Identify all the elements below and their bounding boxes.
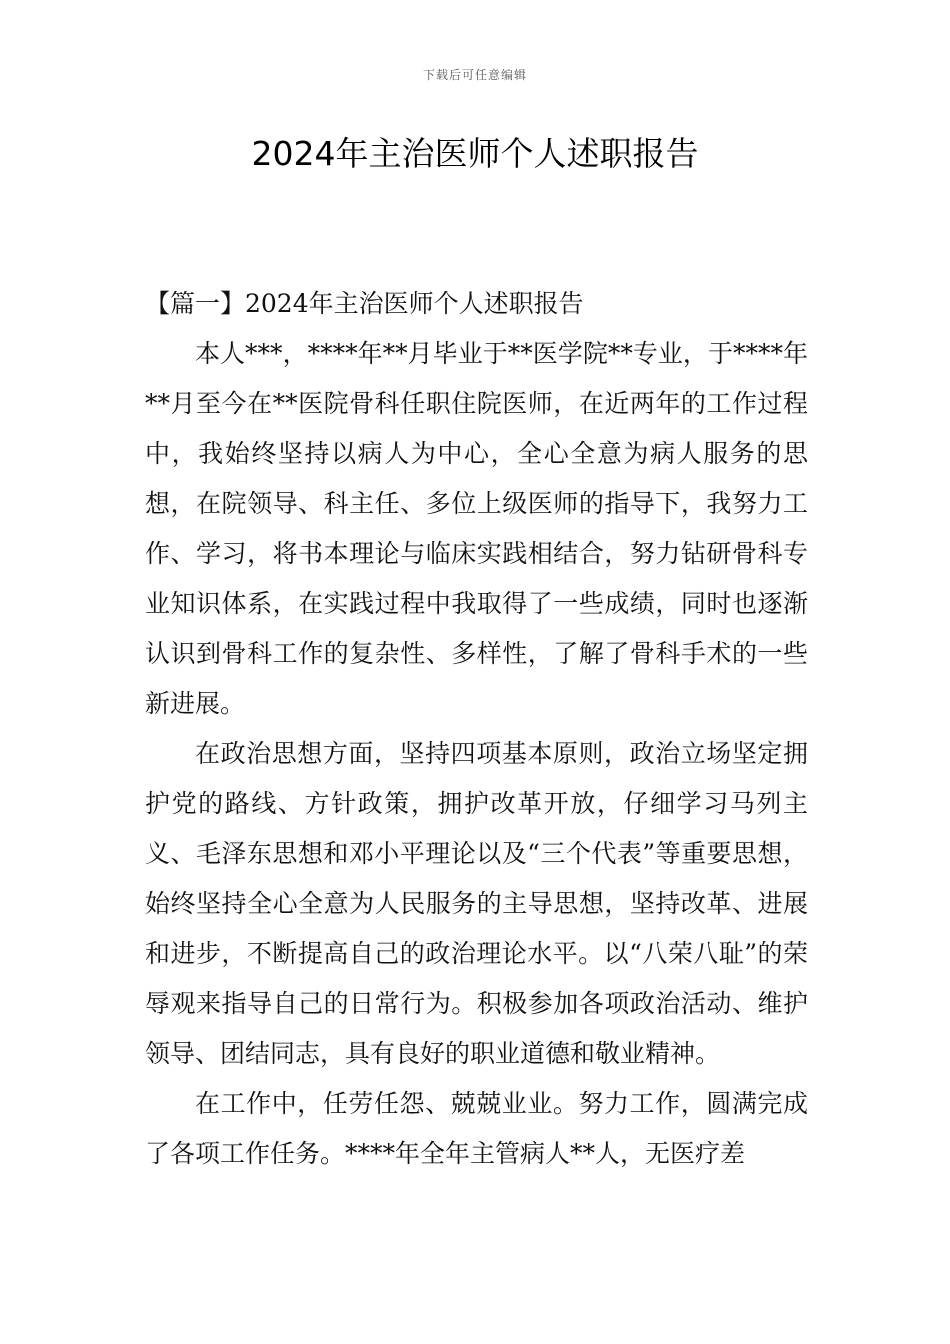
- header-note: 下载后可任意编辑: [422, 68, 527, 82]
- document-body: [145, 279, 808, 1179]
- section-heading: 【篇一】2024年主治医师个人述职报告: [145, 289, 584, 318]
- paragraph-political: 在政治思想方面，坚持四项基本原则，政治立场坚定拥护党的路线、方针政策，拥护改革开放，仔细学习马列主义、毛泽东思想和邓小平理论以及“三个代表”等重要思想，始终坚持全心全意为人民服务的主导思想，坚持改革、进展和进步，不断提高自己的政治理论水平。以“八荣八耻”的荣辱观来指导自己的日常行为。积极参加各项政治活动、维护领导、团结同志，具有良好的职业道德和敬业精神。: [145, 739, 808, 1068]
- paragraph-intro: 本人***，****年**月毕业于**医学院**专业，于****年**月至今在**医院骨科任职住院医师，在近两年的工作过程中，我始终坚持以病人为中心，全心全意为病人服务的思想，在院领导、科主任、多位上级医师的指导下，我努力工作、学习，将书本理论与临床实践相结合，努力钻研骨科专业知识体系，在实践过程中我取得了一些成绩，同时也逐渐认识到骨科工作的复杂性、多样性，了解了骨科手术的一些新进展。: [145, 339, 808, 718]
- paragraph-work: 在工作中，任劳任怨、兢兢业业。努力工作，圆满完成了各项工作任务。****年全年主管病人**人，无医疗差: [145, 1089, 808, 1168]
- document-title: 2024年主治医师个人述职报告: [251, 134, 699, 173]
